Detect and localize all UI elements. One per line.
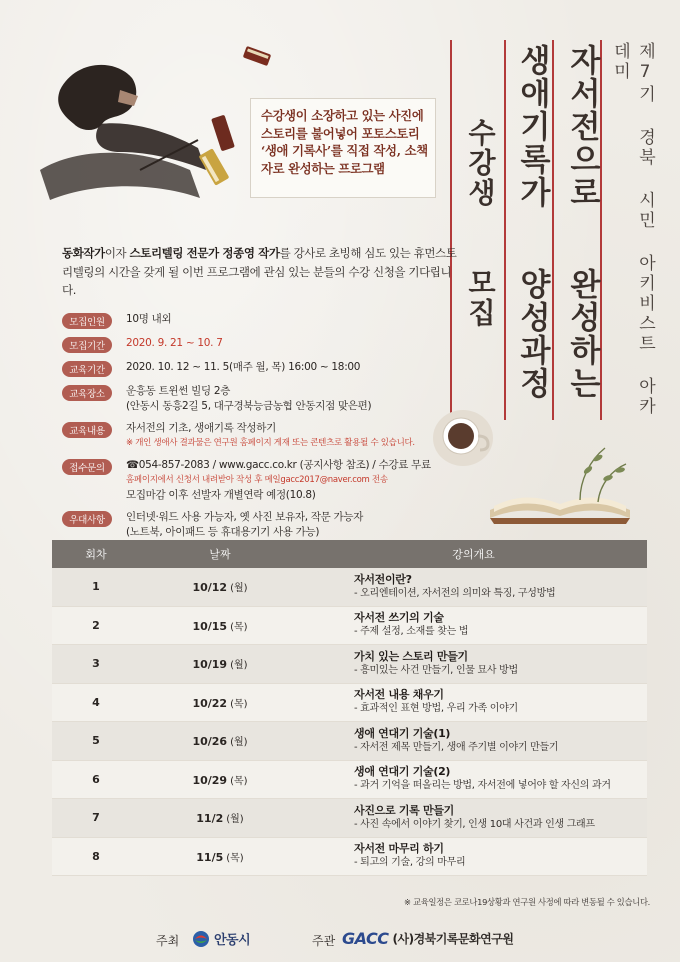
date-value: 10/19 xyxy=(192,658,228,672)
info-tag: 교육장소 xyxy=(62,385,112,401)
cell-session: 8 xyxy=(92,849,100,863)
table-row xyxy=(52,568,647,607)
table-row xyxy=(52,722,647,761)
cell-date xyxy=(140,772,300,787)
cell-session: 3 xyxy=(92,657,100,671)
gacc-logo-text: GACC xyxy=(342,929,389,948)
info-row-recruit-period xyxy=(62,336,502,353)
info-row-recruit-count xyxy=(62,312,502,329)
cell-overview xyxy=(300,688,647,716)
title-line-3a: 생애기록가 xyxy=(514,44,550,209)
lead-bold-1: 동화작가 xyxy=(62,246,105,260)
lecture-desc: - 퇴고의 기술, 강의 마무리 xyxy=(354,857,466,869)
organizer-name: (사)경북기록문화연구원 xyxy=(392,932,514,946)
cell-overview xyxy=(300,804,647,832)
date-dow: (목) xyxy=(230,621,248,633)
date-value: 11/2 xyxy=(196,812,224,826)
table-row xyxy=(52,607,647,646)
cell-date xyxy=(140,810,300,825)
info-value: 인터넷·워드 사용 가능자, 옛 사진 보유자, 작문 가능자 xyxy=(126,511,364,523)
cell-date xyxy=(140,733,300,748)
lecture-title: 사진으로 기록 만들기 xyxy=(354,803,454,817)
info-note: 홈페이지에서 신청서 내려받아 작성 후 메일gacc2017@naver.com 전송 xyxy=(126,475,388,485)
intro-box xyxy=(250,98,436,198)
date-value: 10/12 xyxy=(192,581,228,595)
cell-overview xyxy=(300,573,647,601)
intro-text: 수강생이 소장하고 있는 사진에 스토리를 불어넣어 포토스토리 ‘생애 기록사’를 직접 작성, 소책자로 완성하는 프로그램 xyxy=(261,108,428,176)
lecture-desc: - 사진 속에서 이야기 찾기, 인생 10대 사건과 인생 그래프 xyxy=(354,818,595,830)
info-tag: 접수문의 xyxy=(62,459,112,475)
table-row xyxy=(52,645,647,684)
date-value: 10/22 xyxy=(192,696,228,710)
info-value: ☎054-857-2083 / www.gacc.co.kr (공지사항 참조) / 수강료 무료 xyxy=(126,459,431,471)
cell-session: 5 xyxy=(92,734,100,748)
title-line-4b: 모집 xyxy=(464,268,497,328)
red-rule-2 xyxy=(504,40,506,420)
lead-text-1: 이자 xyxy=(104,246,130,260)
gacc-logo xyxy=(342,929,513,948)
cell-session: 2 xyxy=(92,618,100,632)
date-value: 10/26 xyxy=(192,735,228,749)
cell-overview xyxy=(300,611,647,639)
date-value: 10/29 xyxy=(192,773,228,787)
cell-session: 7 xyxy=(92,811,100,825)
info-value: 운흥동 트윈썬 빌딩 2층 xyxy=(126,385,231,397)
header-session: 회차 xyxy=(85,548,107,561)
table-row xyxy=(52,838,647,877)
info-row-edu-period xyxy=(62,360,502,377)
lecture-title: 자서전이란? xyxy=(354,572,412,586)
writer-illustration xyxy=(20,20,280,230)
info-tag: 모집기간 xyxy=(62,337,112,353)
open-book-illustration xyxy=(480,440,640,530)
title-academy: 제7기 경북 시민 아키비스트 아카데미 xyxy=(610,42,655,417)
info-row-preference xyxy=(62,510,502,540)
lecture-title: 자서전 내용 채우기 xyxy=(354,688,444,702)
table-body xyxy=(52,568,647,876)
info-tag: 모집인원 xyxy=(62,313,112,329)
date-value: 11/5 xyxy=(196,850,224,864)
date-dow: (월) xyxy=(230,583,248,595)
cell-date xyxy=(140,849,300,864)
date-dow: (월) xyxy=(226,814,244,826)
lecture-desc: - 주제 설정, 소재를 찾는 법 xyxy=(354,626,469,638)
cell-overview xyxy=(300,727,647,755)
info-tag: 우대사항 xyxy=(62,511,112,527)
lecture-title: 가치 있는 스토리 만들기 xyxy=(354,649,468,663)
cell-overview xyxy=(300,765,647,793)
host-label: 주최 xyxy=(156,934,180,948)
title-line-4a: 수강생 xyxy=(464,118,497,208)
info-note: ※ 개인 생애사 결과물은 연구원 홈페이지 게재 또는 콘텐츠로 활용될 수 있습니다. xyxy=(126,438,415,448)
cell-overview xyxy=(300,650,647,678)
cell-date xyxy=(140,695,300,710)
info-value: (안동시 동흥2길 5, 대구경북능금농협 안동지점 맞은편) xyxy=(126,400,372,412)
lecture-title: 생애 연대기 기술(2) xyxy=(354,765,451,779)
lecture-title: 생애 연대기 기술(1) xyxy=(354,726,451,740)
info-value: 10명 내외 xyxy=(126,313,172,325)
table-header xyxy=(52,540,647,568)
schedule-table xyxy=(52,540,647,876)
cell-date xyxy=(140,618,300,633)
info-value: 모집마감 이후 선발자 개별연락 예정(10.8) xyxy=(126,489,316,501)
header-overview: 강의개요 xyxy=(452,548,495,561)
table-row xyxy=(52,761,647,800)
lead-text-2: 를 강사로 초빙해 심도 있는 휴먼스토리텔링의 시간을 갖게 될 이번 프로그램에 관심 있는 분들의 수강 신청을 기다립니다. xyxy=(62,246,457,297)
schedule-note: ※ 교육일정은 코로나19상황과 연구원 사정에 따라 변동될 수 있습니다. xyxy=(404,897,650,907)
lead-bold-2: 스토리텔링 전문가 정종영 작가 xyxy=(129,246,280,260)
cell-overview xyxy=(300,842,647,870)
organizer-label: 주관 xyxy=(312,934,336,948)
lecture-title: 자서전 마무리 하기 xyxy=(354,842,444,856)
info-tag: 교육기간 xyxy=(62,361,112,377)
date-dow: (월) xyxy=(230,660,248,672)
date-dow: (목) xyxy=(226,852,244,864)
lecture-desc: - 과거 기억을 떠올리는 방법, 자서전에 넣어야 할 자신의 과거 xyxy=(354,780,611,792)
title-line-3b: 양성과정 xyxy=(514,268,550,400)
info-value: 자서전의 기초, 생애기록 작성하기 xyxy=(126,422,276,434)
andong-logo xyxy=(192,929,250,948)
footer xyxy=(0,926,680,952)
title-line-2a: 자서전으로 xyxy=(564,44,600,209)
cell-date xyxy=(140,579,300,594)
lecture-title: 자서전 쓰기의 기술 xyxy=(354,611,444,625)
host-name: 안동시 xyxy=(214,933,251,948)
info-tag: 교육내용 xyxy=(62,422,112,438)
date-dow: (목) xyxy=(230,775,248,787)
date-value: 10/15 xyxy=(192,619,228,633)
date-dow: (목) xyxy=(230,698,248,710)
info-value: 2020. 10. 12 ~ 11. 5(매주 월, 목) 16:00 ~ 18:00 xyxy=(126,361,361,373)
header-date: 날짜 xyxy=(209,548,231,561)
andong-emblem-icon xyxy=(192,930,210,948)
cell-date xyxy=(140,656,300,671)
cell-session: 1 xyxy=(92,580,100,594)
info-value: 2020. 9. 21 ~ 10. 7 xyxy=(126,337,223,349)
lecture-desc: - 효과적인 표현 방법, 우리 가족 이야기 xyxy=(354,703,518,715)
lecture-desc: - 자서전 제목 만들기, 생애 주기별 이야기 만들기 xyxy=(354,741,559,753)
info-value: (노트북, 아이패드 등 휴대용기기 사용 가능) xyxy=(126,526,320,538)
table-row xyxy=(52,799,647,838)
lecture-desc: - 흥미있는 사건 만들기, 인물 묘사 방법 xyxy=(354,664,518,676)
date-dow: (월) xyxy=(230,737,248,749)
lecture-desc: - 오리엔테이션, 자서전의 의미와 특징, 구성방법 xyxy=(354,587,556,599)
table-row xyxy=(52,684,647,723)
lead-paragraph xyxy=(62,244,462,300)
cell-session: 6 xyxy=(92,772,100,786)
title-line-2b: 완성하는 xyxy=(564,268,600,400)
cell-session: 4 xyxy=(92,695,100,709)
